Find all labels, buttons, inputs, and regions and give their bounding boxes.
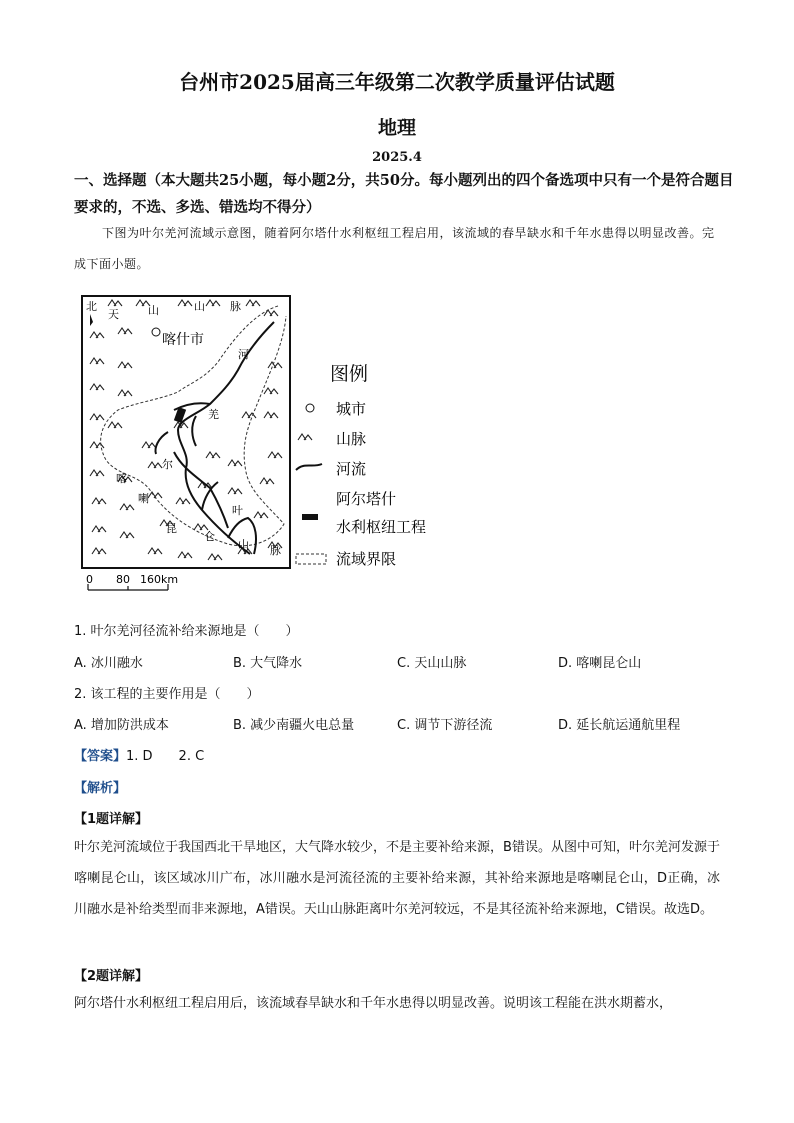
svg-text:城市: 城市 xyxy=(336,400,367,418)
svg-text:水利枢纽工程: 水利枢纽工程 xyxy=(336,518,427,536)
label-shan: 山 xyxy=(148,304,159,317)
kashgar-city-marker xyxy=(152,328,160,336)
label-he: 河 xyxy=(238,348,249,361)
q2-option-c[interactable]: C. 调节下游径流 xyxy=(397,718,493,733)
label-shan3: 山 xyxy=(238,538,249,551)
svg-text:0: 0 xyxy=(86,573,93,586)
detail-1-text: 叶尔羌河流域位于我国西北干旱地区，大气降水较少，不是主要补给来源，B错误。从图中可知，叶尔羌河发源于喀喇昆仑山，该区域冰川广布，冰川融水是河流径流的主要补给来源，其补给来源地是喀喇昆仑山，D正确，冰川融水是补给类型而非来源地，A错误。天山山脉距离叶尔羌河较远，不是其径流补给来源地，C错误。故选D。 xyxy=(74,840,720,917)
svg-text:河流: 河流 xyxy=(336,460,367,478)
subject-title: 地理 xyxy=(377,117,416,139)
city-icon xyxy=(306,404,314,412)
label-mai2: 脉 xyxy=(270,544,281,557)
answer-text: 1. D 2. C xyxy=(126,749,205,764)
q2-option-d[interactable]: D. 延长航运通航里程 xyxy=(558,718,681,733)
label-qiang: 羌 xyxy=(208,408,219,421)
north-arrow-icon xyxy=(90,314,93,326)
q1-option-d[interactable]: D. 喀喇昆仑山 xyxy=(558,656,642,671)
svg-text:160km: 160km xyxy=(140,573,179,586)
detail-1-title: 【1题详解】 xyxy=(74,812,149,827)
label-la: 喇 xyxy=(138,492,149,505)
label-kun: 昆 xyxy=(166,522,177,535)
label-mai: 脉 xyxy=(230,300,241,313)
river-network xyxy=(156,322,275,554)
label-lun: 仑 xyxy=(204,530,215,543)
detail-2-text: 阿尔塔什水利枢纽工程启用后，该流域春旱缺水和千年水患得以明显改善。说明该工程能在洪水期蓄水， xyxy=(74,996,673,1011)
q1-option-c[interactable]: C. 天山山脉 xyxy=(397,656,467,671)
svg-text:流域界限: 流域界限 xyxy=(336,550,397,568)
svg-text:山脉: 山脉 xyxy=(336,430,367,448)
answer-tag: 【答案】 xyxy=(74,749,127,764)
legend-title: 图例 xyxy=(330,363,369,385)
label-er: 尔 xyxy=(162,458,173,471)
svg-text:阿尔塔什: 阿尔塔什 xyxy=(336,490,397,508)
mountain-icon xyxy=(298,434,312,440)
label-ye: 叶 xyxy=(232,504,243,517)
analysis-tag: 【解析】 xyxy=(74,781,127,796)
q2-option-a[interactable]: A. 增加防洪成本 xyxy=(74,718,169,733)
detail-2-title: 【2题详解】 xyxy=(74,969,149,984)
question-intro: 下图为叶尔羌河流域示意图，随着阿尔塔什水利枢纽工程启用，该流域的春旱缺水和千年水患得以明显改善。完成下面小题。 xyxy=(74,226,715,271)
dam-icon xyxy=(302,514,318,520)
section-heading: 一、选择题（本大题共25小题，每小题2分，共50分。每小题列出的四个备选项中只有一个是符合题目要求的，不选、多选、错选均不得分） xyxy=(74,172,734,216)
q1-option-a[interactable]: A. 冰川融水 xyxy=(74,656,143,671)
q2-option-b[interactable]: B. 减少南疆火电总量 xyxy=(233,718,355,733)
exam-title: 台州市2025届高三年级第二次教学质量评估试题 xyxy=(179,70,615,94)
exam-date: 2025.4 xyxy=(372,150,422,165)
label-ka: 喀 xyxy=(116,472,127,485)
north-label: 北 xyxy=(86,300,97,313)
map-legend xyxy=(296,363,426,568)
boundary-icon xyxy=(296,554,326,564)
label-tian: 天 xyxy=(108,308,119,321)
scale-bar xyxy=(86,573,178,590)
q1-option-b[interactable]: B. 大气降水 xyxy=(233,656,303,671)
label-shan2: 山 xyxy=(194,300,205,313)
question-2-stem: 2. 该工程的主要作用是（ ） xyxy=(74,687,260,702)
question-1-stem: 1. 叶尔羌河径流补给来源地是（ ） xyxy=(74,624,299,639)
svg-text:80: 80 xyxy=(116,573,130,586)
yarkant-basin-map xyxy=(78,292,478,592)
river-icon xyxy=(296,464,322,470)
label-kashgar: 喀什市 xyxy=(162,332,204,348)
answer-line xyxy=(74,745,204,764)
